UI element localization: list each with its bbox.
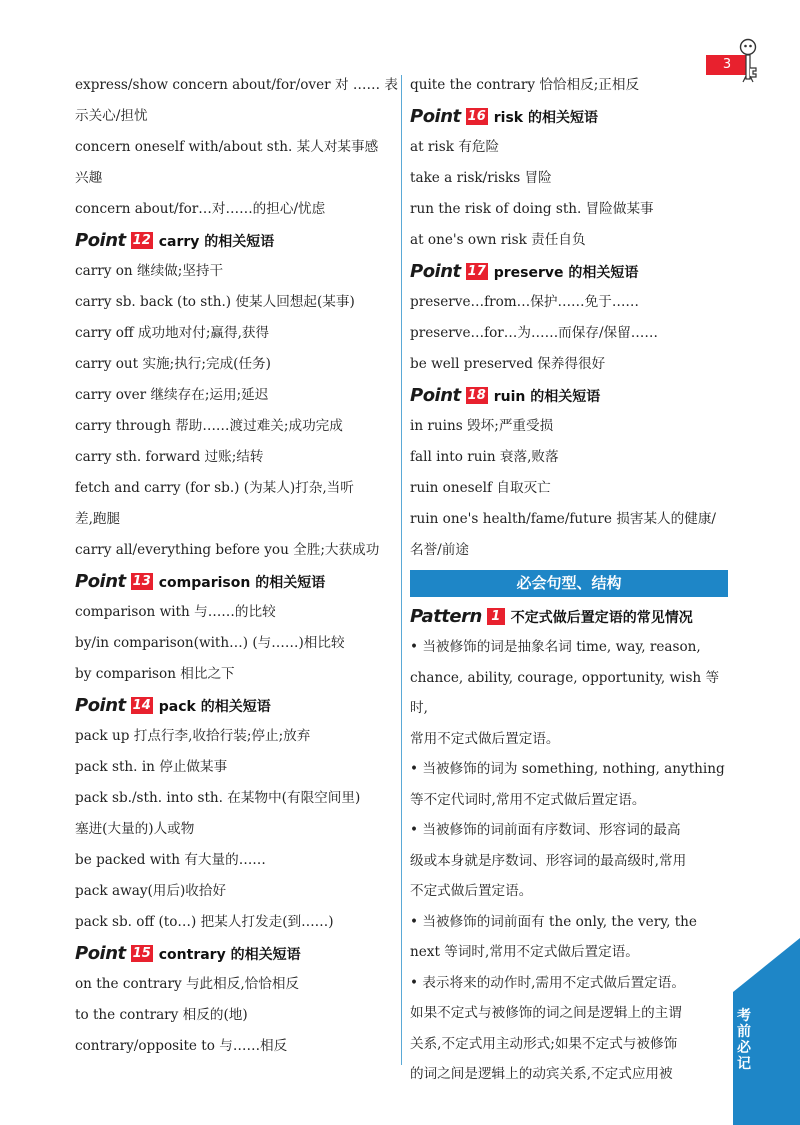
text-line: carry sth. forward 过账;结转: [75, 449, 264, 465]
pattern-label: Pattern: [410, 606, 482, 627]
point-title: preserve 的相关短语: [493, 264, 639, 281]
text-line: 兴趣: [75, 170, 103, 186]
point-label: Point: [75, 695, 126, 716]
text-line: 示关心/担忧: [75, 108, 148, 124]
text-line: • 表示将来的动作时,需用不定式做后置定语。: [410, 974, 685, 991]
text-line: carry out 实施;执行;完成(任务): [75, 356, 271, 372]
text-line: be well preserved 保养得很好: [410, 356, 606, 372]
text-line: 关系,不定式用主动形式;如果不定式与被修饰: [410, 1035, 678, 1052]
point-label: Point: [410, 385, 461, 406]
text-line: preserve…for…为……而保存/保留……: [410, 325, 658, 341]
point-number: 14: [132, 698, 151, 713]
column-divider: [401, 75, 402, 1065]
text-line: 等不定代词时,常用不定式做后置定语。: [410, 791, 646, 808]
text-line: next 等词时,常用不定式做后置定语。: [410, 944, 639, 960]
text-line: at one's own risk 责任自负: [410, 232, 586, 248]
text-line: 塞进(大量的)人或物: [75, 821, 195, 837]
text-line: preserve…from…保护……免于……: [410, 294, 640, 310]
point-number: 12: [132, 233, 151, 248]
text-line: concern oneself with/about sth. 某人对某事感: [75, 139, 379, 155]
text-line: at risk 有危险: [410, 139, 500, 155]
text-line: to the contrary 相反的(地): [75, 1007, 248, 1023]
text-line: 差,跑腿: [75, 511, 121, 527]
text-line: • 当被修饰的词为 something, nothing, anything: [410, 761, 725, 777]
point-label: Point: [410, 106, 461, 127]
point-16-heading: [410, 101, 728, 132]
point-number: 17: [467, 264, 486, 279]
text-line: 如果不定式与被修饰的词之间是逻辑上的主谓: [410, 1005, 682, 1021]
point-number: 13: [132, 574, 151, 589]
text-line: express/show concern about/for/over 对 …… 表: [75, 77, 398, 93]
text-line: by/in comparison(with…) (与……)相比较: [75, 635, 345, 651]
point-title: pack 的相关短语: [158, 698, 271, 715]
text-line: chance, ability, courage, opportunity, wish 等时,: [410, 669, 720, 716]
point-label: Point: [75, 943, 126, 964]
text-line: fetch and carry (for sb.) (为某人)打杂,当听: [75, 480, 354, 496]
pattern-1-heading: [410, 601, 728, 632]
page-number: 3: [706, 55, 748, 75]
text-line: carry sb. back (to sth.) 使某人回想起(某事): [75, 294, 355, 310]
side-tab-label: 考前必记: [737, 1008, 751, 1072]
point-title: carry 的相关短语: [158, 233, 275, 250]
point-number: 15: [132, 946, 151, 961]
point-label: Point: [75, 571, 126, 592]
text-line: 级或本身就是序数词、形容词的最高级时,常用: [410, 852, 687, 869]
text-line: • 当被修饰的词前面有序数词、形容词的最高: [410, 822, 681, 838]
text-line: pack sb./sth. into sth. 在某物中(有限空间里): [75, 790, 361, 806]
left-column: [75, 70, 398, 1062]
point-title: risk 的相关短语: [493, 109, 598, 126]
point-12-heading: [75, 225, 395, 256]
right-column: [410, 70, 728, 1090]
text-line: carry on 继续做;坚持干: [75, 263, 224, 279]
text-line: quite the contrary 恰恰相反;正相反: [410, 77, 640, 93]
text-line: fall into ruin 衰落,败落: [410, 449, 559, 465]
pattern-title: 不定式做后置定语的常见情况: [510, 609, 693, 626]
point-18-heading: [410, 380, 728, 411]
text-line: 不定式做后置定语。: [410, 883, 533, 899]
text-line: pack sb. off (to…) 把某人打发走(到……): [75, 914, 334, 930]
point-14-heading: [75, 690, 395, 721]
text-line: concern about/for…对……的担心/忧虑: [75, 201, 326, 217]
text-line: 的词之间是逻辑上的动宾关系,不定式应用被: [410, 1066, 673, 1082]
text-line: carry all/everything before you 全胜;大获成功: [75, 542, 380, 558]
text-line: pack up 打点行李,收拾行装;停止;放弃: [75, 728, 311, 744]
point-17-heading: [410, 256, 728, 287]
key-mascot-icon: [734, 38, 764, 84]
point-15-heading: [75, 938, 395, 969]
text-line: • 当被修饰的词是抽象名词 time, way, reason,: [410, 639, 701, 655]
text-line: pack away(用后)收拾好: [75, 883, 227, 899]
point-title: comparison 的相关短语: [158, 574, 326, 591]
point-label: Point: [410, 261, 461, 282]
pattern-number: 1: [487, 608, 505, 625]
text-line: comparison with 与……的比较: [75, 604, 276, 620]
text-line: carry through 帮助……渡过难关;成功完成: [75, 418, 343, 434]
point-title: ruin 的相关短语: [493, 388, 601, 405]
point-title: contrary 的相关短语: [158, 946, 301, 963]
text-line: run the risk of doing sth. 冒险做某事: [410, 201, 654, 217]
point-13-heading: [75, 566, 395, 597]
text-line: carry over 继续存在;运用;延迟: [75, 387, 269, 403]
text-line: pack sth. in 停止做某事: [75, 759, 228, 775]
text-line: by comparison 相比之下: [75, 666, 235, 682]
text-line: • 当被修饰的词前面有 the only, the very, the: [410, 913, 697, 930]
text-line: ruin one's health/fame/future 损害某人的健康/: [410, 511, 716, 527]
point-label: Point: [75, 230, 126, 251]
text-line: be packed with 有大量的……: [75, 852, 266, 868]
text-line: on the contrary 与此相反,恰恰相反: [75, 976, 300, 992]
point-number: 18: [467, 388, 486, 403]
section-banner: 必会句型、结构: [410, 570, 728, 597]
text-line: in ruins 毁坏;严重受损: [410, 418, 554, 434]
text-line: ruin oneself 自取灭亡: [410, 480, 551, 496]
point-number: 16: [467, 109, 486, 124]
text-line: 常用不定式做后置定语。: [410, 730, 560, 747]
text-line: 名誉/前途: [410, 542, 469, 558]
text-line: carry off 成功地对付;赢得,获得: [75, 325, 270, 341]
text-line: contrary/opposite to 与……相反: [75, 1038, 288, 1054]
text-line: take a risk/risks 冒险: [410, 170, 552, 186]
